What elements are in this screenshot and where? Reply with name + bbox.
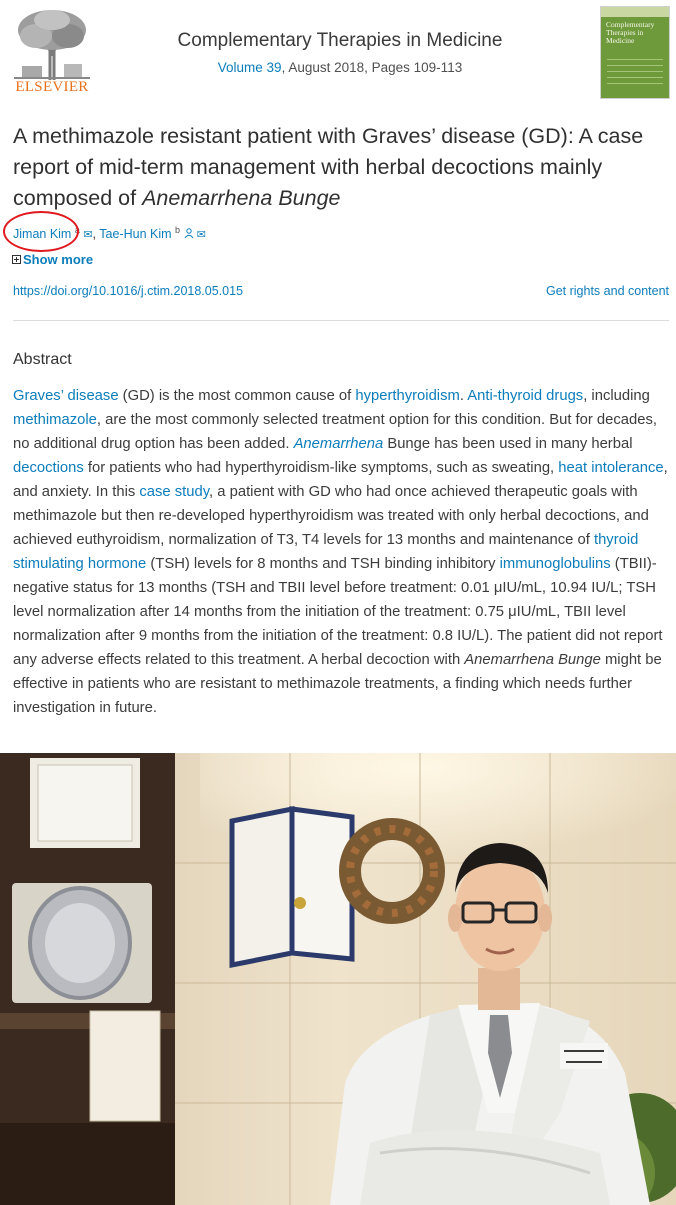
doi-link[interactable]: https://doi.org/10.1016/j.ctim.2018.05.015 xyxy=(13,284,244,298)
show-more-label: Show more xyxy=(23,252,94,267)
author-separator: , xyxy=(92,227,100,242)
publisher-name: ELSEVIER xyxy=(15,79,89,95)
elsevier-logo[interactable] xyxy=(11,6,93,96)
link-decoctions[interactable]: decoctions xyxy=(13,460,84,476)
author-link-tae-hun-kim[interactable]: Tae-Hun Kim xyxy=(99,227,172,242)
divider xyxy=(13,320,669,321)
author-affiliation-a: a xyxy=(74,225,80,235)
abstract-text: , are the most commonly selected treatment option for this condition. But for decades, no additional drug option has been added. xyxy=(13,412,657,452)
annotation-circle xyxy=(3,211,79,252)
abstract-text: (TSH) levels for 8 months and TSH binding inhibitory xyxy=(146,556,500,572)
abstract-text: , a patient with GD who had once achieved therapeutic goals with methimazole but then re-developed hyperthyroidism was treated with only herbal decoctions, and achieved euthyroidism, normalization of T3, T4 levels for 13 months and maintenance of xyxy=(13,484,649,548)
person-icon[interactable] xyxy=(184,229,197,241)
journal-header xyxy=(120,30,560,75)
expand-plus-icon xyxy=(12,255,21,264)
abstract-body xyxy=(13,384,669,720)
abstract-text: Bunge has been used in many herbal xyxy=(383,436,633,452)
volume-link[interactable]: Volume 39 xyxy=(217,60,282,75)
link-hyperthyroidism[interactable]: hyperthyroidism xyxy=(355,388,460,404)
envelope-icon[interactable]: ✉ xyxy=(83,229,93,242)
journal-title-link[interactable]: Complementary Therapies in Medicine xyxy=(177,30,503,51)
link-methimazole[interactable]: methimazole xyxy=(13,412,97,428)
volume-info xyxy=(120,60,560,75)
article-title xyxy=(13,121,663,214)
portrait-image xyxy=(0,753,676,1205)
link-immunoglobulins[interactable]: immunoglobulins xyxy=(499,556,611,572)
get-rights-link[interactable]: Get rights and content xyxy=(546,284,669,298)
cover-band xyxy=(601,7,669,17)
abstract-text: might be effective in patients who are resistant to methimazole treatments, a finding which needs further investigation in future. xyxy=(13,652,662,716)
title-italic-text: Anemarrhena Bunge xyxy=(142,186,341,210)
abstract-text: (GD) is the most common cause of xyxy=(118,388,356,404)
author-portrait-photo xyxy=(0,753,676,1205)
abstract-heading: Abstract xyxy=(13,351,72,368)
show-more-button[interactable] xyxy=(12,252,93,267)
link-tsh[interactable]: thyroid stimulating hormone xyxy=(13,532,639,572)
abstract-text: (TBII)-negative status for 13 months (TSH and TBII level before treatment: 0.01 μIU/mL, 10.94 IU/L; TSH level normalization after 14 months from the initiation of the treatment: 0.75 μIU/mL, TBII level normalization after 9 months from the initiation of the treatment: 0.8 IU/L). The patient did not report any adverse effects related to this treatment. A herbal decoction with xyxy=(13,556,663,668)
abstract-text: for patients who had hyperthyroidism-like symptoms, such as sweating, xyxy=(83,460,559,476)
link-anti-thyroid-drugs[interactable]: Anti-thyroid drugs xyxy=(467,388,584,404)
link-heat-intolerance[interactable]: heat intolerance xyxy=(558,460,664,476)
abstract-text: . xyxy=(459,388,468,404)
volume-details: , August 2018, Pages 109-113 xyxy=(281,60,463,75)
link-graves-disease[interactable]: Graves’ disease xyxy=(13,388,119,404)
link-anemarrhena[interactable]: Anemarrhena xyxy=(293,436,384,452)
journal-cover-thumbnail[interactable] xyxy=(600,6,670,99)
cover-title: Complementary Therapies in Medicine xyxy=(606,20,655,45)
abstract-text: , including xyxy=(583,388,650,404)
author-link-jiman-kim[interactable]: Jiman Kim xyxy=(13,227,72,242)
author-affiliation-b: b xyxy=(175,225,181,235)
title-text: A methimazole resistant patient with Graves’ disease (GD): A case report of mid-term management with herbal decoctions mainly composed of xyxy=(13,124,644,210)
cover-text-lines xyxy=(607,59,663,89)
abstract-text: , and anxiety. In this xyxy=(13,460,668,500)
envelope-icon[interactable]: ✉ xyxy=(196,229,206,242)
link-case-study[interactable]: case study xyxy=(139,484,210,500)
elsevier-tree-icon xyxy=(14,6,90,80)
abstract-italic-text: Anemarrhena Bunge xyxy=(464,652,601,668)
